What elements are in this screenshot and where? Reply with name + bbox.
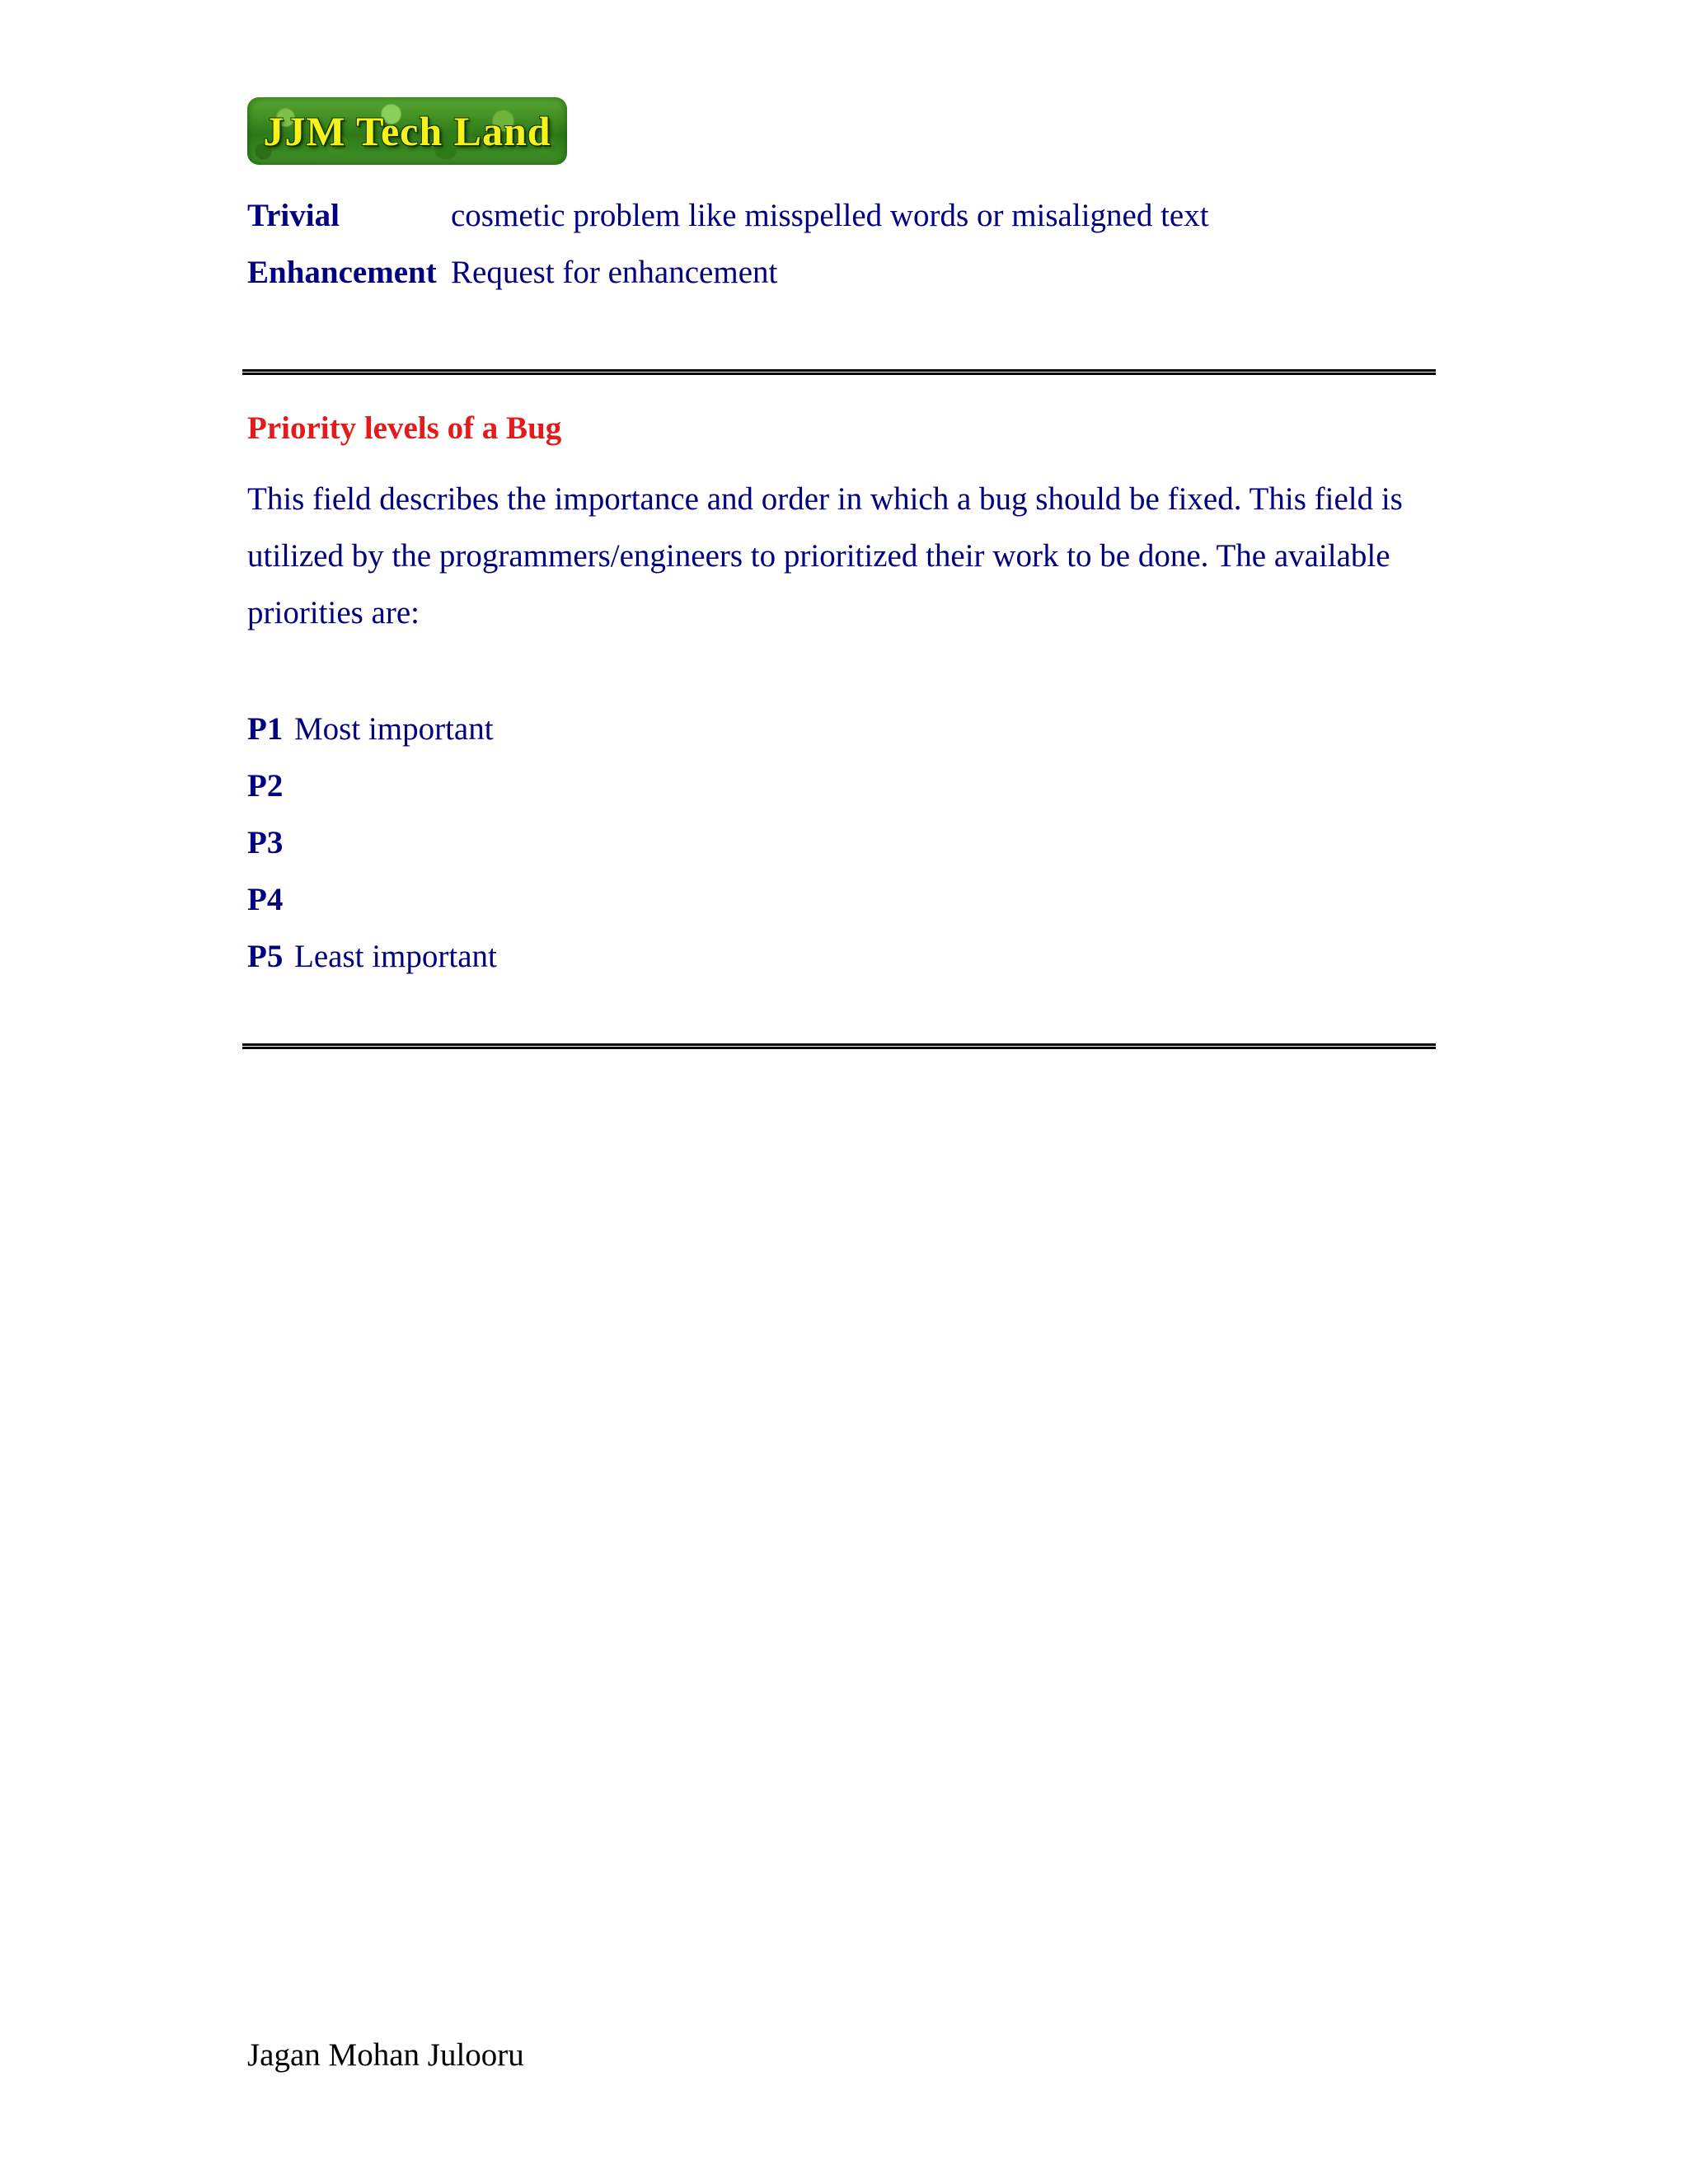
severity-description: cosmetic problem like misspelled words or misaligned text: [451, 198, 1209, 233]
priority-item-p2: [247, 757, 497, 814]
jjm-tech-land-logo: [247, 97, 567, 165]
logo-text: JJM Tech Land: [263, 108, 551, 154]
priority-code: P2: [247, 768, 284, 804]
section-paragraph: This field describes the importance and order in which a bug should be fixed. This field is utilized by the programmers/engineers to prioritized their work to be done. The available priorities are:: [247, 481, 1403, 630]
priority-code: P4: [247, 882, 284, 917]
priority-description: Least important: [294, 939, 497, 974]
severity-description: Request for enhancement: [451, 255, 778, 290]
priority-item-p5: [247, 928, 497, 985]
severity-row-trivial: [247, 196, 1209, 236]
severity-term: Enhancement: [247, 255, 437, 290]
priority-code: P1: [247, 711, 284, 747]
section-divider: [242, 1043, 1436, 1049]
priority-description: Most important: [294, 711, 494, 747]
priority-code: P3: [247, 825, 284, 860]
section-divider: [242, 369, 1436, 375]
severity-row-enhancement: [247, 253, 777, 293]
severity-term: Trivial: [247, 198, 340, 233]
priority-code: P5: [247, 939, 284, 974]
priority-item-p4: [247, 871, 497, 928]
priority-item-p1: [247, 701, 497, 757]
footer-author: Jagan Mohan Julooru: [247, 2037, 524, 2073]
priority-list: [247, 701, 497, 985]
priority-item-p3: [247, 814, 497, 871]
section-title: Priority levels of a Bug: [247, 410, 562, 446]
